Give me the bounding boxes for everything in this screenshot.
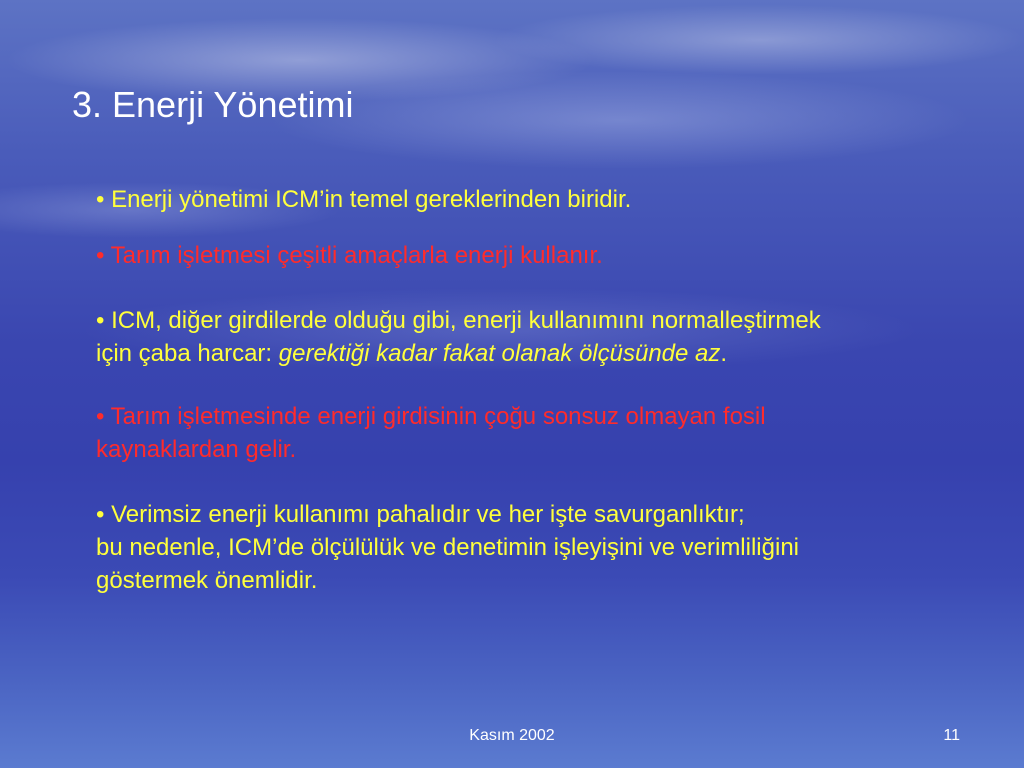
bullet-3-emphasis: gerektiği kadar fakat olanak ölçüsünde az — [278, 340, 721, 367]
bullet-4-line-2: kaynaklardan gelir. — [96, 436, 297, 463]
slide-title: 3. Enerji Yönetimi — [72, 84, 354, 125]
page-number: 11 — [943, 727, 960, 744]
bullet-5-line-2: bu nedenle, ICM’de ölçülülük ve denetimin işleyişini ve verimliliğini — [96, 534, 799, 561]
bullet-4 — [96, 400, 766, 466]
bullet-3-line-2 — [96, 337, 821, 370]
bullet-3-line-2-end: . — [720, 340, 728, 367]
bullet-1-text: • Enerji yönetimi ICM’in temel gereklerinden biridir. — [96, 186, 632, 213]
bullet-2-text: • Tarım işletmesi çeşitli amaçlarla enerji kullanır. — [96, 242, 603, 269]
bullet-3-line-1: • ICM, diğer girdilerde olduğu gibi, enerji kullanımını normalleştirmek — [96, 307, 821, 334]
bullet-5-line-1: • Verimsiz enerji kullanımı pahalıdır ve her işte savurganlıktır; — [96, 501, 745, 528]
bullet-2 — [96, 239, 603, 272]
bullet-5-line-3: göstermek önemlidir. — [96, 567, 318, 594]
bullet-3 — [96, 304, 821, 370]
bullet-1 — [96, 183, 631, 216]
bullet-4-line-1: • Tarım işletmesinde enerji girdisinin çoğu sonsuz olmayan fosil — [96, 403, 766, 430]
bullet-5 — [96, 498, 799, 597]
bullet-3-line-2-start: için çaba harcar: — [96, 340, 279, 367]
footer-date: Kasım 2002 — [469, 727, 555, 744]
